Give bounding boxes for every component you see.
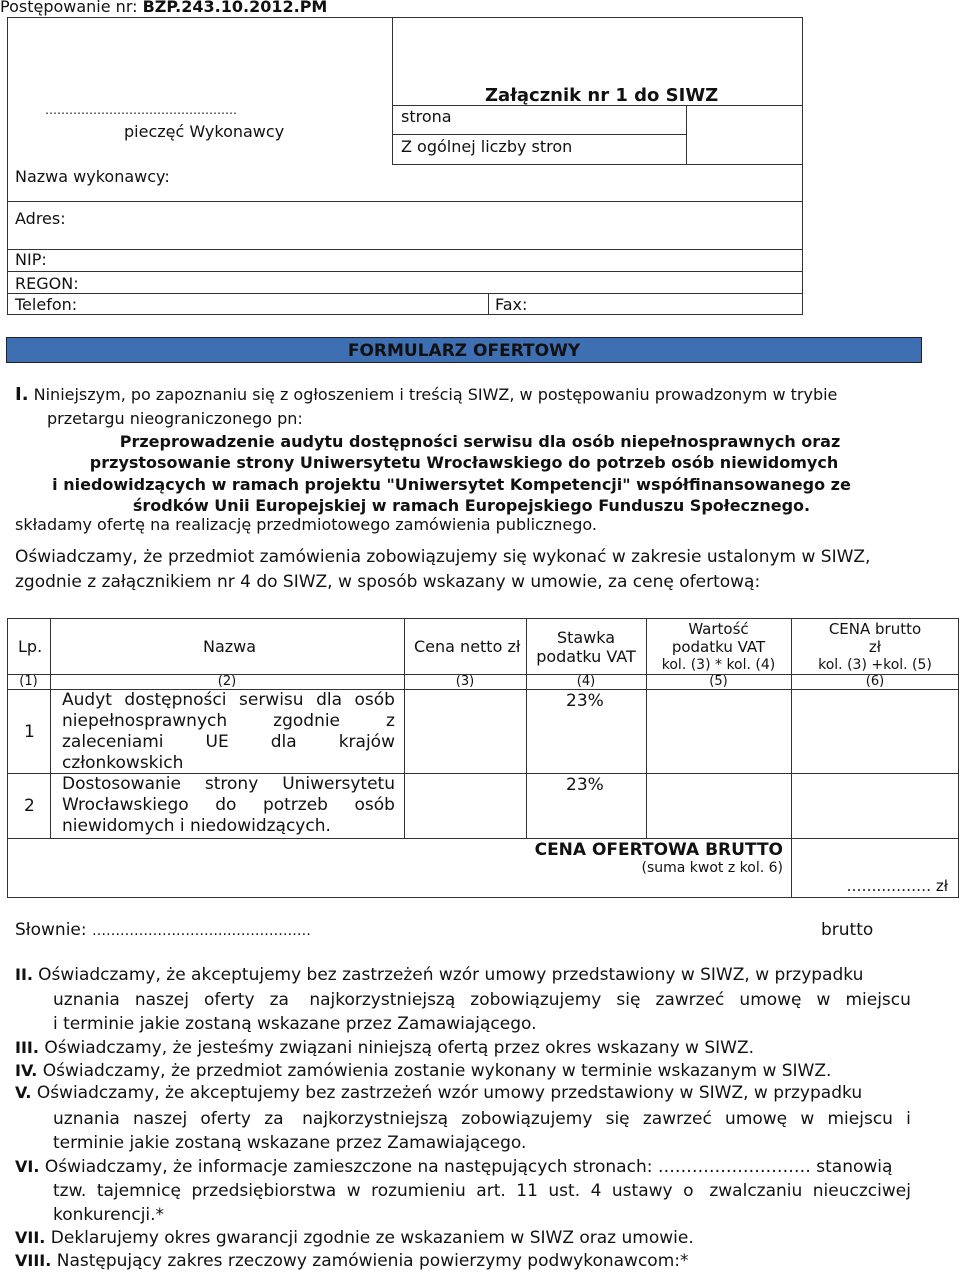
row-2-name-line	[62, 774, 395, 795]
clause-v-line-1	[15, 1083, 862, 1103]
clause-vi-text: Oświadczamy, że informacje zamieszczone na następujących stronach: ……………………… stanowią	[44, 1157, 893, 1177]
contractor-box-line	[686, 105, 687, 165]
amount-in-words-dots: ………………………..………………	[92, 923, 311, 939]
row-1-word: dla	[316, 690, 343, 710]
clause-v-word: zawrzeć	[642, 1109, 712, 1129]
col-header-gross	[791, 620, 959, 674]
clause-v-line-2	[53, 1109, 911, 1129]
section-i-intro-1	[15, 384, 837, 405]
clause-vi-word: w	[346, 1181, 361, 1201]
clause-vii-number: VII.	[15, 1228, 46, 1247]
clause-vii-text: Deklarujemy okres gwarancji zgodnie ze wskazaniem w SIWZ oraz umowie.	[50, 1228, 694, 1248]
table-grid-line	[404, 618, 405, 838]
col-number: (2)	[217, 674, 237, 689]
clause-vi-line-3: konkurencji.*	[53, 1205, 165, 1225]
row-1-name-line	[62, 711, 395, 732]
section-i-intro-text: Niniejszym, po zapoznaniu się z ogłoszeniem i treścią SIWZ, w postępowaniu prowadzonym w trybie	[33, 385, 838, 404]
row-2-vat: 23%	[566, 775, 604, 795]
col-number: (3)	[455, 674, 475, 689]
table-grid-line	[50, 618, 51, 838]
clause-v-word: umowę	[725, 1109, 788, 1129]
row-2-word: do	[215, 795, 237, 815]
row-1-word: z	[386, 711, 395, 731]
form-title-banner: FORMULARZ OFERTOWY	[6, 337, 922, 363]
col-number: (1)	[19, 674, 38, 689]
clause-ii-text: Oświadczamy, że akceptujemy bez zastrzeżeń wzór umowy przedstawiony w SIWZ, w przypadku	[38, 965, 864, 985]
clause-iv	[15, 1061, 831, 1081]
col-header-gross-3: kol. (3) +kol. (5)	[818, 657, 932, 673]
row-1-name-line	[62, 690, 395, 711]
row-1-word: UE	[205, 732, 229, 752]
amount-in-words	[15, 920, 311, 940]
col-header-net: Cena netto zł	[414, 637, 521, 656]
clause-ii-word: najkorzystniejszą	[303, 990, 456, 1010]
col-header-lp: Lp.	[18, 637, 43, 656]
contractor-name-label: Nazwa wykonawcy:	[15, 167, 170, 186]
clause-v-word: najkorzystniejszą	[296, 1109, 449, 1129]
row-2-name-line	[62, 795, 395, 816]
declaration-line-2: zgodnie z załącznikiem nr 4 do SIWZ, w sposób wskazany w umowie, za cenę ofertową:	[15, 572, 761, 592]
clause-ii-word: miejscu	[845, 990, 911, 1010]
regon-label: REGON:	[15, 274, 79, 293]
row-2-name-line-3: niewidomych i niedowidzących.	[62, 816, 331, 836]
clause-vi-word: 11	[516, 1181, 538, 1201]
annex-title: Załącznik nr 1 do SIWZ	[485, 85, 719, 106]
clause-vi-number: VI.	[15, 1157, 40, 1176]
section-i-intro-2: przetargu nieograniczonego pn:	[47, 409, 303, 428]
col-number: (6)	[865, 674, 885, 689]
amount-in-words-label: Słownie:	[15, 920, 93, 940]
clause-v-line-3: terminie jakie zostaną wskazane przez Zamawiającego.	[53, 1133, 527, 1153]
row-1-word: dostępności	[124, 690, 227, 710]
clause-iii-text: Oświadczamy, że jesteśmy związani niniejszą ofertą przez okres wskazany w SIWZ.	[44, 1038, 755, 1058]
clause-v-word: naszej	[133, 1109, 188, 1129]
row-1-word: dla	[270, 732, 297, 752]
clause-vi-word: rozumieniu	[371, 1181, 466, 1201]
clause-ii-word: umowę	[739, 990, 802, 1010]
clause-vi-line-1	[15, 1157, 892, 1177]
row-1-word: Audyt	[62, 690, 112, 710]
contractor-box-line	[392, 134, 686, 135]
row-2-word: potrzeb	[262, 795, 328, 815]
row-1-name-line	[62, 732, 395, 753]
col-header-vat-value	[646, 620, 791, 674]
offer-line: składamy ofertę na realizację przedmiotowego zamówienia publicznego.	[15, 515, 597, 534]
clause-ii-word: uznania	[53, 990, 120, 1010]
col-header-gross-2: zł	[868, 638, 882, 656]
clause-ii-line-1	[15, 965, 863, 985]
col-header-vat-value-3: kol. (3) * kol. (4)	[661, 657, 776, 673]
clause-ii-word: się	[616, 990, 641, 1010]
row-2-word: strony	[204, 774, 259, 794]
case-number-label: Postępowanie nr:	[0, 0, 143, 16]
total-note: (suma kwot z kol. 6)	[641, 860, 783, 876]
total-pages-label: Z ogólnej liczby stron	[401, 137, 573, 156]
col-number: (4)	[576, 674, 596, 689]
clause-v-number: V.	[15, 1083, 32, 1102]
contractor-box-line	[488, 293, 489, 315]
clause-vi-word: zwalczaniu	[703, 1181, 803, 1201]
row-2-word: Wrocławskiego	[62, 795, 189, 815]
row-1-name-line-4: członkowskich	[62, 753, 184, 773]
seal-dots: …………………………………………	[45, 103, 237, 117]
clause-v-word: się	[605, 1109, 630, 1129]
col-header-gross-1: CENA brutto	[828, 620, 922, 638]
clause-ii-number: II.	[15, 965, 33, 984]
row-1-vat: 23%	[566, 691, 604, 711]
clause-v-text: Oświadczamy, że akceptujemy bez zastrzeżeń wzór umowy przedstawiony w SIWZ, w przypadku	[36, 1083, 863, 1103]
page-label: strona	[401, 107, 452, 126]
total-value: ……..……… zł	[846, 877, 948, 895]
procurement-title-line-1: Przeprowadzenie audytu dostępności serwisu dla osób niepełnosprawnych oraz	[119, 432, 841, 451]
clause-ii-word: naszej	[134, 990, 189, 1010]
clause-vi-word: ustawy	[611, 1181, 673, 1201]
procurement-title-line-3: i niedowidzących w ramach projektu "Uniwersytet Kompetencji" współfinansowanego ze	[52, 475, 851, 494]
table-grid-line	[7, 838, 959, 839]
clause-vi-word: nieuczciwej	[812, 1181, 911, 1201]
total-label: CENA OFERTOWA BRUTTO	[534, 840, 783, 860]
clause-vi-word: art.	[476, 1181, 506, 1201]
col-header-vat-value-2: podatku VAT	[671, 638, 766, 656]
clause-ii-line-3: i terminie jakie zostaną wskazane przez Zamawiającego.	[53, 1014, 537, 1034]
case-number: BZP.243.10.2012.PM	[142, 0, 328, 16]
clause-v-word: miejscu	[827, 1109, 893, 1129]
clause-vi-word: tzw.	[53, 1181, 87, 1201]
procurement-title-line-2: przystosowanie strony Uniwersytetu Wrocławskiego do potrzeb osób niewidomych	[89, 453, 839, 472]
clause-ii-word: zobowiązujemy	[470, 990, 602, 1010]
clause-v-word: zobowiązujemy	[461, 1109, 593, 1129]
row-1-word: osób	[354, 690, 395, 710]
seal-label: pieczęć Wykonawcy	[124, 122, 285, 141]
col-number: (5)	[709, 674, 728, 689]
clause-ii-word: zawrzeć	[655, 990, 725, 1010]
section-i-number: I.	[15, 384, 29, 405]
row-1-lp: 1	[24, 722, 35, 742]
col-header-vat-rate	[526, 628, 646, 666]
clause-viii-text: Następujący zakres rzeczowy zamówienia powierzymy podwykonawcom:*	[56, 1251, 689, 1271]
procurement-title-line-4: środków Unii Europejskiej w ramach Europejskiego Funduszu Społecznego.	[132, 496, 811, 515]
row-2-word: Dostosowanie	[62, 774, 181, 794]
phone-label: Telefon:	[15, 295, 78, 314]
row-1-name	[62, 690, 395, 774]
contractor-box-line	[392, 164, 802, 165]
row-2-name	[62, 774, 395, 837]
amount-in-words-suffix: brutto	[821, 920, 874, 940]
clause-vi-word: o	[683, 1181, 694, 1201]
row-2-word: osób	[354, 795, 395, 815]
contractor-box-line	[7, 271, 803, 272]
clause-vii	[15, 1228, 694, 1248]
clause-vi-word: 4	[590, 1181, 602, 1201]
clause-v-word: w	[800, 1109, 815, 1129]
clause-vi-line-2	[53, 1181, 911, 1201]
row-1-word: niepełnosprawnych	[62, 711, 228, 731]
col-header-vat-rate-2: podatku VAT	[536, 647, 636, 666]
row-2-lp: 2	[24, 796, 35, 816]
clause-v-word: za	[264, 1109, 284, 1129]
clause-ii-line-2	[53, 990, 911, 1010]
nip-label: NIP:	[15, 250, 47, 269]
clause-vi-word: ust.	[548, 1181, 581, 1201]
case-number-line	[0, 0, 327, 16]
fax-label: Fax:	[495, 295, 528, 314]
declaration-line-1: Oświadczamy, że przedmiot zamówienia zobowiązujemy się wykonać w zakresie ustalonym w SIWZ,	[15, 547, 871, 567]
clause-vi-word: tajemnicę	[96, 1181, 181, 1201]
contractor-box-line	[7, 201, 803, 202]
contractor-box-line	[7, 293, 803, 294]
clause-v-word: uznania	[53, 1109, 120, 1129]
clause-iii	[15, 1038, 754, 1058]
clause-ii-word: oferty	[204, 990, 255, 1010]
clause-v-word: i	[906, 1109, 911, 1129]
contractor-box-line	[7, 249, 803, 250]
clause-ii-word: w	[816, 990, 831, 1010]
clause-v-word: oferty	[200, 1109, 251, 1129]
clause-viii	[15, 1251, 689, 1271]
clause-iv-text: Oświadczamy, że przedmiot zamówienia zostanie wykonany w terminie wskazanym w SIWZ.	[42, 1061, 832, 1081]
clause-iv-number: IV.	[15, 1061, 38, 1080]
clause-ii-word: za	[269, 990, 289, 1010]
contractor-box-divider	[392, 17, 393, 165]
row-2-word: Uniwersytetu	[282, 774, 395, 794]
row-1-word: serwisu	[239, 690, 304, 710]
col-header-vat-rate-1: Stawka	[556, 628, 616, 647]
row-1-word: zaleceniami	[62, 732, 164, 752]
col-header-name: Nazwa	[203, 637, 257, 656]
row-1-word: krajów	[338, 732, 395, 752]
clause-viii-number: VIII.	[15, 1251, 52, 1270]
col-header-vat-value-1: Wartość	[688, 620, 749, 638]
clause-vi-word: przedsiębiorstwa	[191, 1181, 337, 1201]
row-1-word: zgodnie	[273, 711, 341, 731]
clause-iii-number: III.	[15, 1038, 39, 1057]
address-label: Adres:	[15, 209, 66, 228]
